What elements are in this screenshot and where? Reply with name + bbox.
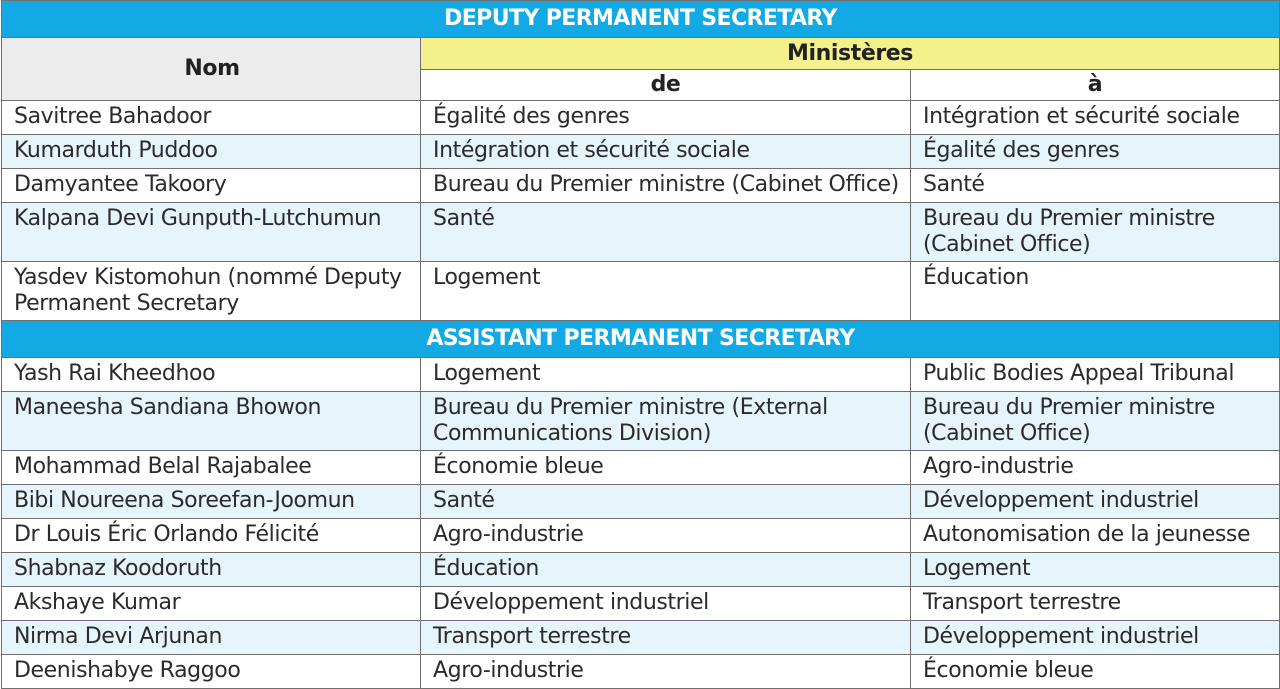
cell-a: Bureau du Premier ministre (Cabinet Office): [911, 392, 1280, 451]
cell-nom: Dr Louis Éric Orlando Félicité: [2, 519, 421, 553]
cell-a: Bureau du Premier ministre (Cabinet Office): [911, 203, 1280, 262]
cell-de: Agro-industrie: [421, 519, 911, 553]
table-row: [2, 621, 1280, 655]
table-row: [2, 135, 1280, 169]
secretaries-table: [1, 0, 1280, 689]
cell-nom: Mohammad Belal Rajabalee: [2, 451, 421, 485]
cell-a: Public Bodies Appeal Tribunal: [911, 358, 1280, 392]
header-ministeres: Ministères: [421, 38, 1280, 70]
section-banner-deputy: DEPUTY PERMANENT SECRETARY: [2, 1, 1280, 38]
cell-de: Égalité des genres: [421, 101, 911, 135]
cell-a: Développement industriel: [911, 621, 1280, 655]
table-row: [2, 519, 1280, 553]
cell-nom: Damyantee Takoory: [2, 169, 421, 203]
cell-a: Transport terrestre: [911, 587, 1280, 621]
cell-a: Santé: [911, 169, 1280, 203]
table-row: [2, 587, 1280, 621]
cell-nom: Savitree Bahadoor: [2, 101, 421, 135]
cell-de: Économie bleue: [421, 451, 911, 485]
table-row: [2, 655, 1280, 689]
table-row: [2, 553, 1280, 587]
cell-nom: Yasdev Kistomohun (nommé Deputy Permanent Secretary: [2, 262, 421, 321]
header-a: à: [911, 70, 1280, 101]
cell-de: Santé: [421, 203, 911, 262]
section-banner-assistant: ASSISTANT PERMANENT SECRETARY: [2, 321, 1280, 358]
cell-nom: Maneesha Sandiana Bhowon: [2, 392, 421, 451]
table-row: [2, 392, 1280, 451]
cell-de: Bureau du Premier ministre (External Communications Division): [421, 392, 911, 451]
cell-nom: Nirma Devi Arjunan: [2, 621, 421, 655]
cell-de: Développement industriel: [421, 587, 911, 621]
table-row: [2, 169, 1280, 203]
cell-a: Logement: [911, 553, 1280, 587]
cell-de: Logement: [421, 262, 911, 321]
cell-a: Développement industriel: [911, 485, 1280, 519]
cell-a: Égalité des genres: [911, 135, 1280, 169]
cell-nom: Akshaye Kumar: [2, 587, 421, 621]
cell-nom: Deenishabye Raggoo: [2, 655, 421, 689]
table-row: [2, 101, 1280, 135]
cell-a: Éducation: [911, 262, 1280, 321]
header-de: de: [421, 70, 911, 101]
cell-nom: Kumarduth Puddoo: [2, 135, 421, 169]
cell-a: Économie bleue: [911, 655, 1280, 689]
cell-nom: Bibi Noureena Soreefan-Joomun: [2, 485, 421, 519]
cell-de: Bureau du Premier ministre (Cabinet Office): [421, 169, 911, 203]
cell-nom: Yash Rai Kheedhoo: [2, 358, 421, 392]
cell-a: Autonomisation de la jeunesse: [911, 519, 1280, 553]
table-row: [2, 262, 1280, 321]
cell-de: Santé: [421, 485, 911, 519]
cell-nom: Shabnaz Koodoruth: [2, 553, 421, 587]
cell-a: Agro-industrie: [911, 451, 1280, 485]
cell-de: Éducation: [421, 553, 911, 587]
cell-nom: Kalpana Devi Gunputh-Lutchumun: [2, 203, 421, 262]
cell-de: Intégration et sécurité sociale: [421, 135, 911, 169]
table-row: [2, 485, 1280, 519]
cell-de: Logement: [421, 358, 911, 392]
cell-de: Agro-industrie: [421, 655, 911, 689]
header-nom: Nom: [2, 38, 421, 101]
table-row: [2, 203, 1280, 262]
cell-a: Intégration et sécurité sociale: [911, 101, 1280, 135]
table-row: [2, 358, 1280, 392]
cell-de: Transport terrestre: [421, 621, 911, 655]
table-row: [2, 451, 1280, 485]
